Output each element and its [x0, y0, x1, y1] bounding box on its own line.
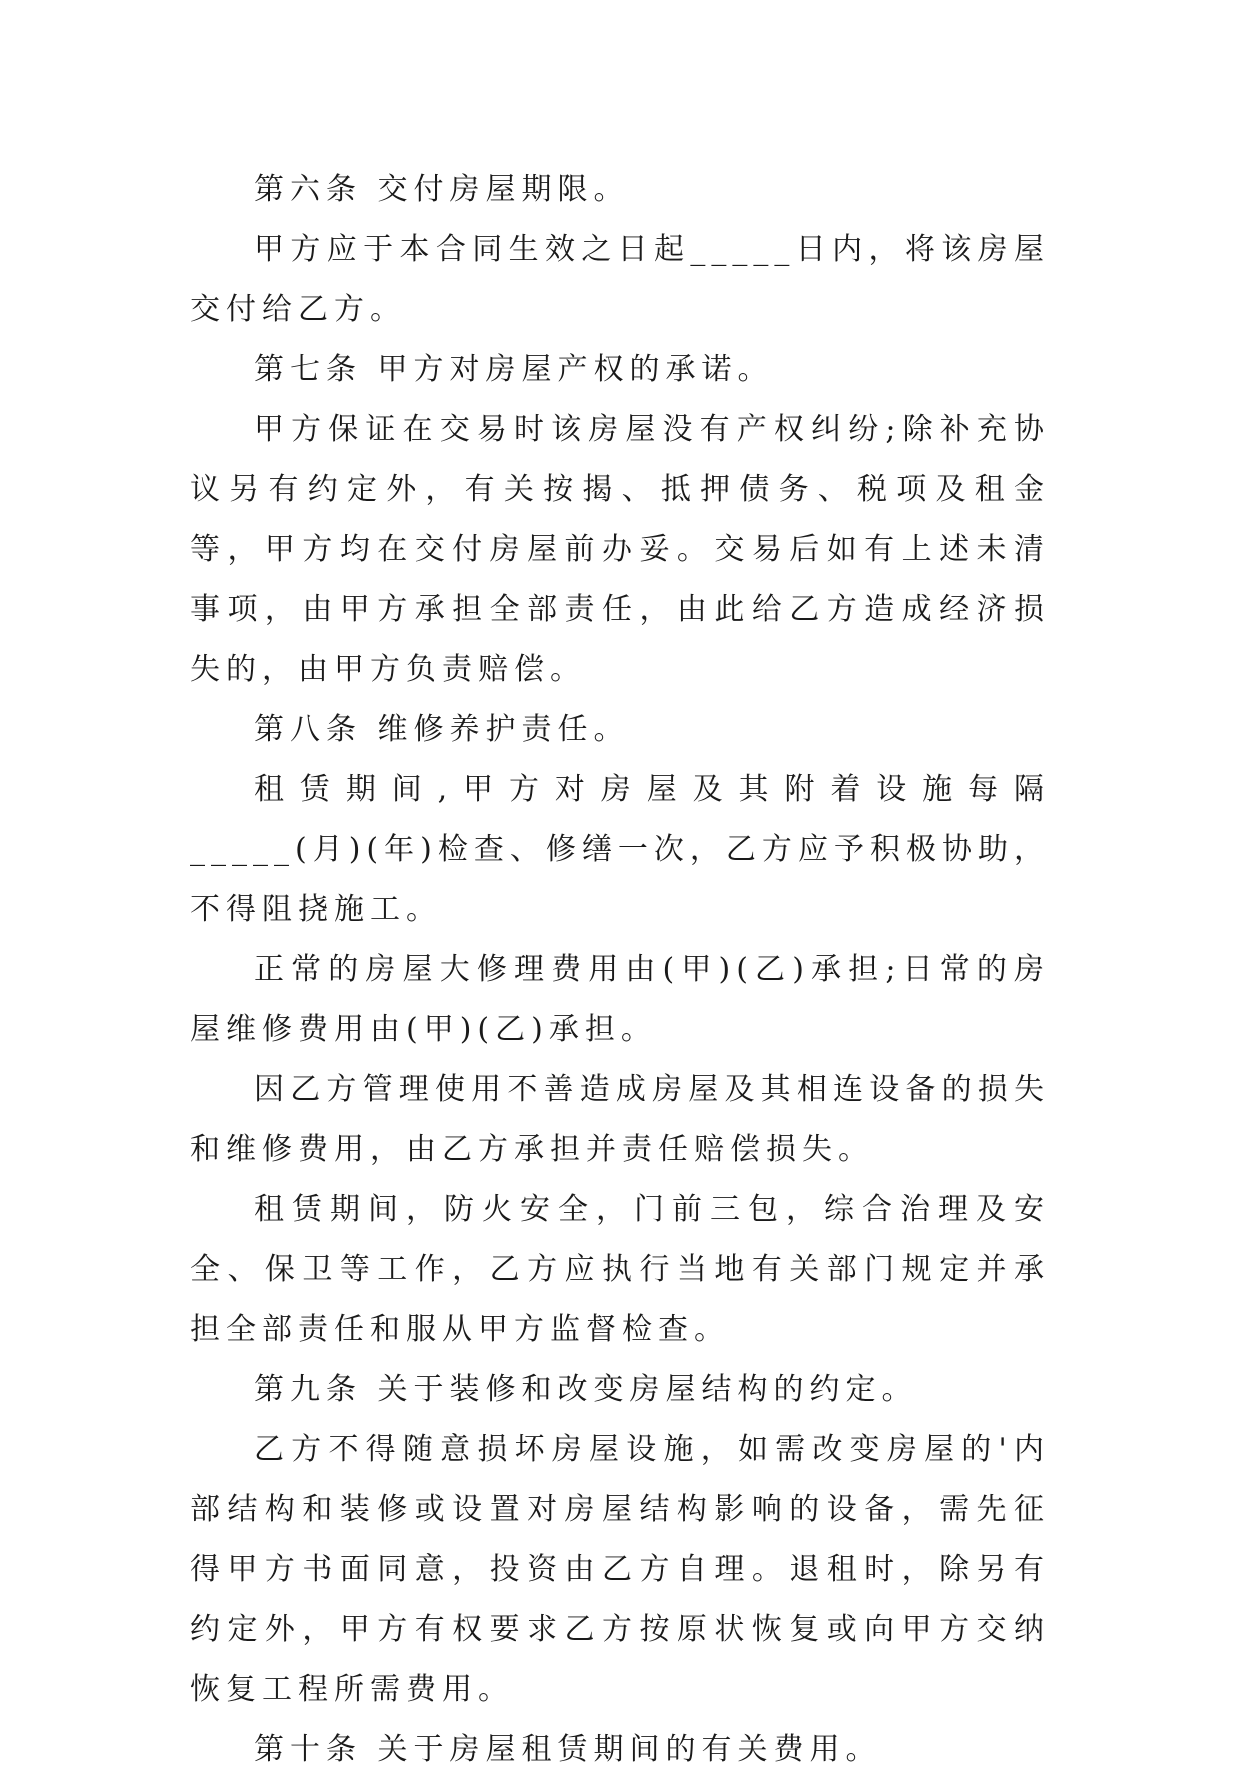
article-8-body-inspection: 租赁期间,甲方对房屋及其附着设施每隔_____(月)(年)检查、修缮一次，乙方应予积极协助，不得阻挠施工。 [190, 772, 1050, 927]
article-10-heading: 第十条 关于房屋租赁期间的有关费用。 [254, 1732, 882, 1767]
article-9-body: 乙方不得随意损坏房屋设施，如需改变房屋的'内部结构和装修或设置对房屋结构影响的设备，需先征得甲方书面同意，投资由乙方自理。退租时，除另有约定外，甲方有权要求乙方按原状恢复或向甲方交纳恢复工程所需费用。 [190, 1432, 1050, 1707]
article-7-heading: 第七条 甲方对房屋产权的承诺。 [254, 352, 774, 387]
article-6-body: 甲方应于本合同生效之日起_____日内，将该房屋交付给乙方。 [190, 232, 1050, 327]
article-8-heading: 第八条 维修养护责任。 [254, 712, 630, 747]
article-8-body-repair-costs: 正常的房屋大修理费用由(甲)(乙)承担;日常的房屋维修费用由(甲)(乙)承担。 [190, 952, 1050, 1047]
article-8-body-damage: 因乙方管理使用不善造成房屋及其相连设备的损失和维修费用，由乙方承担并责任赔偿损失。 [190, 1072, 1050, 1167]
article-7-body: 甲方保证在交易时该房屋没有产权纠纷;除补充协议另有约定外，有关按揭、抵押债务、税项及租金等，甲方均在交付房屋前办妥。交易后如有上述未清事项，由甲方承担全部责任，由此给乙方造成经济损失的，由甲方负责赔偿。 [190, 412, 1050, 687]
article-9-heading: 第九条 关于装修和改变房屋结构的约定。 [254, 1372, 918, 1407]
document-page [190, 160, 1050, 1780]
article-6-heading: 第六条 交付房屋期限。 [254, 172, 630, 207]
article-8-body-safety: 租赁期间，防火安全，门前三包，综合治理及安全、保卫等工作，乙方应执行当地有关部门规定并承担全部责任和服从甲方监督检查。 [190, 1192, 1050, 1347]
